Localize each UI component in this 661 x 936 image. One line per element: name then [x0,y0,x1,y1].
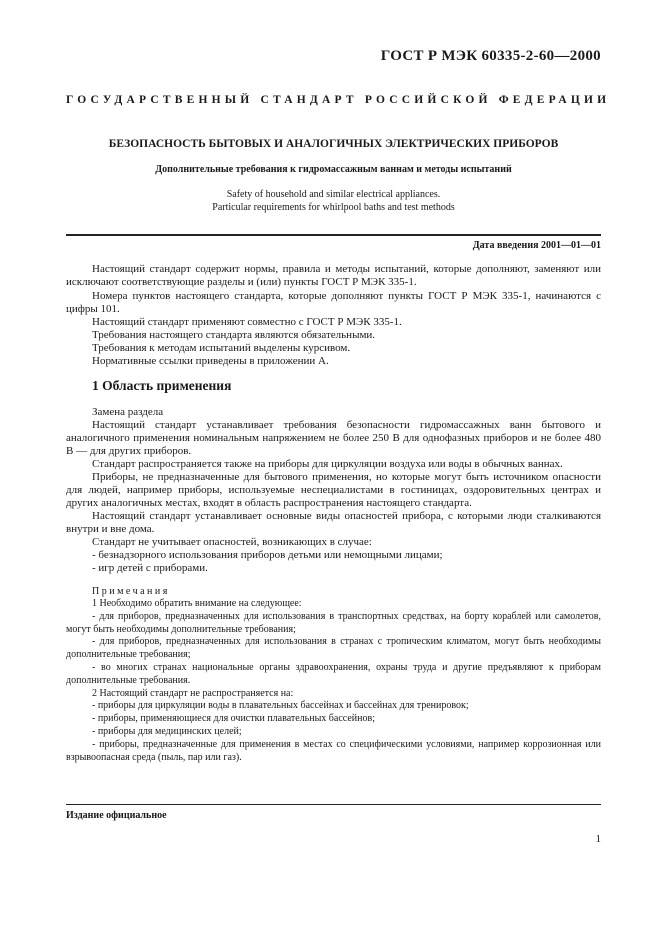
english-title-line-1: Safety of household and similar electrical appliances. [226,189,441,200]
section-paragraph: Стандарт не учитывает опасностей, возникающих в случае: [92,536,372,548]
english-title [66,188,601,214]
section-paragraph: Замена раздела [92,406,164,418]
note-item: - для приборов, предназначенных для использования в транспортных средствах, на борту кораблей или самолетов, могут быть необходимы дополнительные требования; [66,610,601,635]
footer-divider [66,804,601,805]
main-title: БЕЗОПАСНОСТЬ БЫТОВЫХ И АНАЛОГИЧНЫХ ЭЛЕКТРИЧЕСКИХ ПРИБОРОВ [108,138,559,150]
intro-paragraph: Нормативные ссылки приведены в приложении А. [92,355,329,367]
header-divider [66,234,601,236]
section-paragraph: Приборы, не предназначенные для бытового применения, но которые могут быть источником опасности для людей, например приборы, используемые неспециалистами в гостиницах, оздоровительных центрах и других аналогичных местах, входят в область распространения настоящего стандарта. [66,471,601,509]
note-item: - во многих странах национальные органы здравоохранения, охраны труда и другие предъявляют к приборам дополнительные требования. [66,661,601,686]
note-item: - приборы, применяющиеся для очистки плавательных бассейнов; [92,713,375,725]
section-paragraph: Настоящий стандарт устанавливает основные виды опасностей прибора, с которыми люди сталкиваются внутри и вне дома. [66,510,601,535]
document-body [66,263,601,764]
note-item: - приборы для медицинских целей; [92,725,242,737]
subtitle: Дополнительные требования к гидромассажным ваннам и методы испытаний [155,164,512,175]
page-number: 1 [595,833,601,845]
state-standard-title: ГОСУДАРСТВЕННЫЙ СТАНДАРТ РОССИЙСКОЙ ФЕДЕРАЦИИ [66,94,611,106]
note-item: - для приборов, предназначенных для использования в странах с тропическим климатом, могут быть необходимы дополнительные требования; [66,636,601,661]
notes-heading: Примечания [92,586,170,597]
intro-paragraph: Требования настоящего стандарта являются обязательными. [92,329,376,341]
section-paragraph: Стандарт распространяется также на приборы для циркуляции воздуха или воды в обычных ваннах. [92,458,563,470]
introduction-date: Дата введения 2001—01—01 [472,240,601,251]
document-code: ГОСТ Р МЭК 60335-2-60—2000 [380,48,601,64]
section-heading: 1 Область применения [92,378,232,393]
official-edition-label: Издание официальное [66,810,167,821]
intro-paragraph: Настоящий стандарт содержит нормы, правила и методы испытаний, которые дополняют, заменяют или исключают соответствующие разделы и (или) пункты ГОСТ Р МЭК 335-1. [66,263,601,288]
note-item: 2 Настоящий стандарт не распространяется на: [92,687,294,699]
intro-paragraph: Номера пунктов настоящего стандарта, которые дополняют пункты ГОСТ Р МЭК 335-1, начинаются с цифры 101. [66,290,601,315]
section-paragraph: Настоящий стандарт устанавливает требования безопасности гидромассажных ванн бытового и аналогичного применения номинальным напряжением не более 250 В для однофазных приборов и не более 480 В — для других приборов. [66,419,601,457]
section-list-item: - безнадзорного использования приборов детьми или немощными лицами; [92,549,443,561]
section-list-item: - игр детей с приборами. [92,562,208,574]
note-item: 1 Необходимо обратить внимание на следующее: [92,598,302,609]
intro-paragraph: Настоящий стандарт применяют совместно с ГОСТ Р МЭК 335-1. [92,316,402,328]
english-title-line-2: Particular requirements for whirlpool baths and test methods [212,202,455,213]
note-item: - приборы для циркуляции воды в плавательных бассейнах и бассейнах для тренировок; [92,700,469,712]
note-item: - приборы, предназначенные для применения в местах со специфическими условиями, например коррозионная или взрывоопасная среда (пыль, пар или газ). [66,738,601,763]
intro-paragraph: Требования к методам испытаний выделены курсивом. [92,342,351,354]
